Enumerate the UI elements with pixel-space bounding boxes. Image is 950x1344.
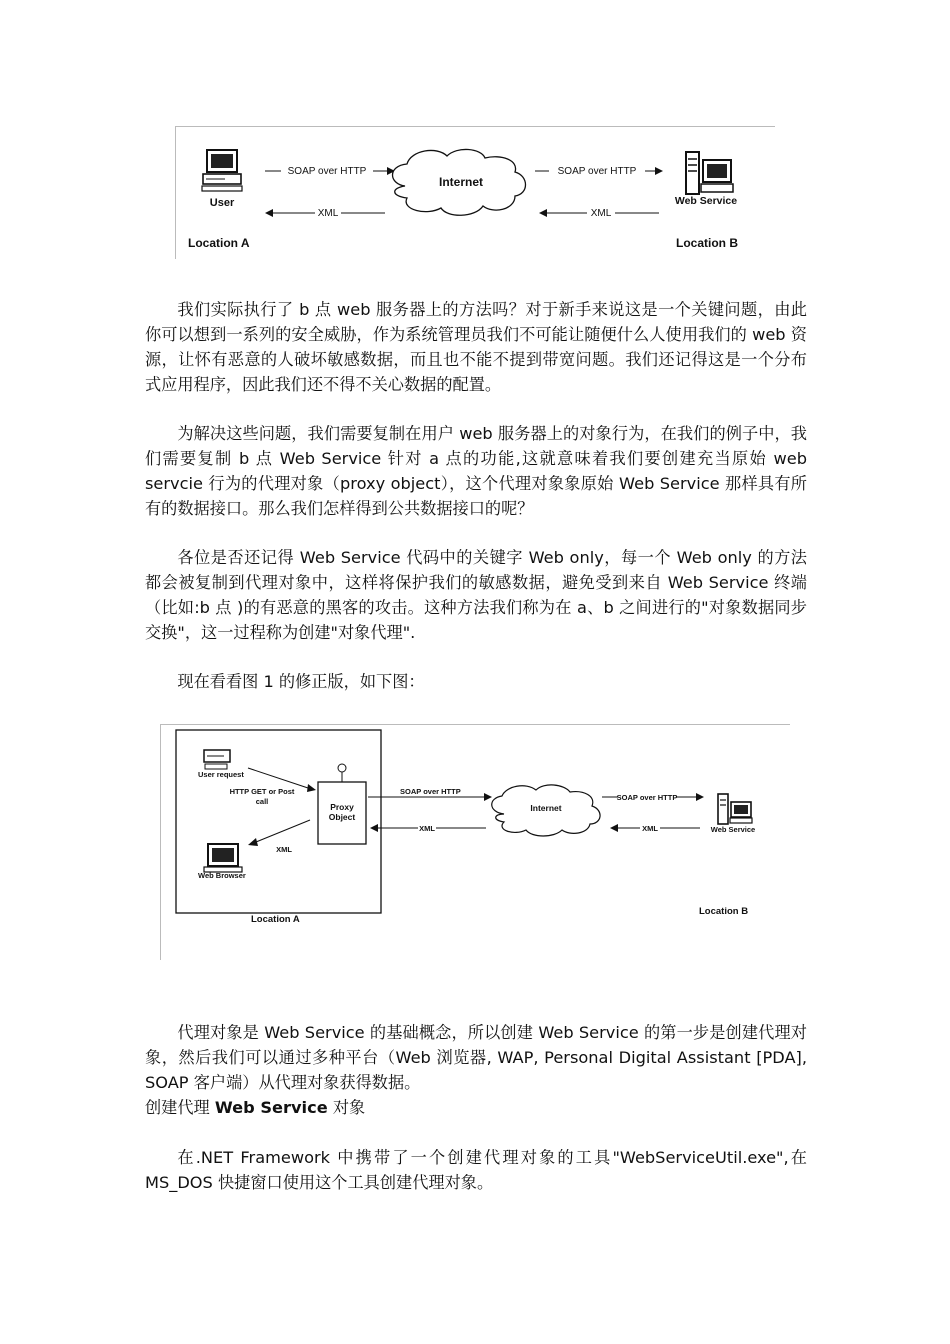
location-b-label: Location B xyxy=(676,236,738,250)
keyboard-icon xyxy=(204,750,230,769)
web-service-server-icon xyxy=(686,152,733,194)
soap-left-label-2: SOAP over HTTP xyxy=(400,787,461,796)
http-call-label-2: call xyxy=(255,797,269,806)
heading-suffix: 对象 xyxy=(327,1098,366,1117)
paragraph-4: 现在看看图 1 的修正版，如下图： xyxy=(177,672,425,691)
location-a-label: Location A xyxy=(188,236,250,250)
user-computer-icon xyxy=(202,150,242,191)
internet-label: Internet xyxy=(438,175,484,189)
web-service-label: Web Service xyxy=(674,195,738,207)
soap-right-label: SOAP over HTTP xyxy=(557,166,637,177)
web-browser-label: Web Browser xyxy=(198,871,246,880)
xml-inner-label: XML xyxy=(276,845,292,854)
location-b-label-2: Location B xyxy=(699,906,749,917)
figure-1-diagram xyxy=(175,126,775,259)
soap-left-label: SOAP over HTTP xyxy=(287,166,367,177)
heading-prefix: 创建代理 xyxy=(145,1098,215,1117)
paragraph-3: 各位是否还记得 Web Service 代码中的关键字 Web only，每一个 Web only 的方法都会被复制到代理对象中，这样将保护我们的敏感数据，避免受到来自 Web Service 终端（比如:b 点 )的有恶意的黑客的攻击。这种方法我们称为在 a、b 之间进行的"对象数据同步交换"，这一过程称为创建"对象代理". xyxy=(145,548,807,642)
soap-right-label-2: SOAP over HTTP xyxy=(616,793,678,802)
proxy-label-1: Proxy xyxy=(330,802,354,812)
xml-right-label-2: XML xyxy=(642,824,658,833)
xml-right-label: XML xyxy=(590,208,612,219)
paragraph-6: 在.NET Framework 中携带了一个创建代理对象的工具"WebServiceUtil.exe",在 MS_DOS 快捷窗口使用这个工具创建代理对象。 xyxy=(145,1148,807,1192)
location-a-label-2: Location A xyxy=(251,914,300,925)
proxy-label-2: Object xyxy=(328,812,356,822)
paragraph-5: 代理对象是 Web Service 的基础概念，所以创建 Web Service 的第一步是创建代理对象，然后我们可以通过多种平台（Web 浏览器, WAP, Personal Digital Assistant [PDA], SOAP 客户端）从代理对象获得数据。 xyxy=(145,1023,807,1092)
paragraph-2: 为解决这些问题，我们需要复制在用户 web 服务器上的对象行为，在我们的例子中，我们需要复制 b 点 Web Service 针对 a 点的功能,这就意味着我们要创建充当原始 web servcie 行为的代理对象（proxy object），这个代理对象象原始 Web Service 那样具有所有的数据接口。那么我们怎样得到公共数据接口的呢？ xyxy=(145,424,807,518)
user-request-label: User request xyxy=(198,770,244,779)
http-call-label-1: HTTP GET or Post xyxy=(229,787,295,796)
heading-bold: Web Service xyxy=(214,1098,328,1117)
web-service-server-icon-2 xyxy=(718,794,752,824)
xml-left-label: XML xyxy=(317,208,339,219)
arrow-xml-to-browser xyxy=(248,820,310,846)
figure-2-diagram xyxy=(160,724,790,960)
internet-label-2: Internet xyxy=(530,803,562,813)
user-label: User xyxy=(209,197,235,209)
xml-left-label-2: XML xyxy=(419,824,435,833)
section-heading xyxy=(145,1095,365,1120)
paragraph-1: 我们实际执行了 b 点 web 服务器上的方法吗？对于新手来说这是一个关键问题，由此你可以想到一系列的安全威胁，作为系统管理员我们不可能让随便什么人使用我们的 web 资源，让怀有恶意的人破坏敏感数据，而且也不能不提到带宽问题。我们还记得这是一个分布式应用程序，因此我们还不得不关心数据的配置。 xyxy=(145,300,807,394)
web-service-label-2: Web Service xyxy=(710,825,756,834)
web-browser-computer-icon xyxy=(204,844,242,872)
